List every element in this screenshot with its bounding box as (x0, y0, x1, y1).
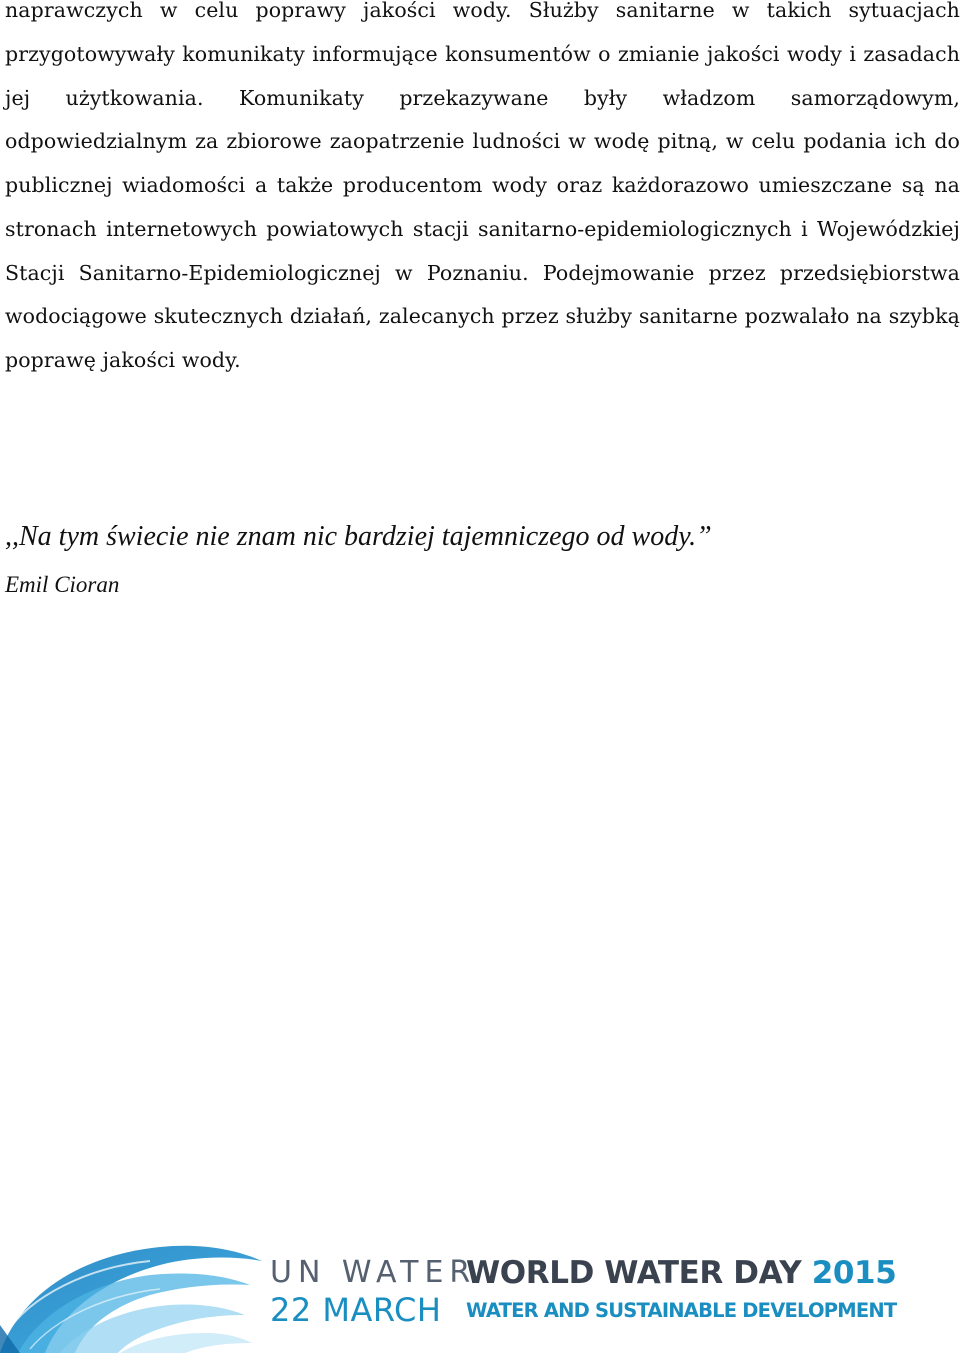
event-date: 22 MARCH (270, 1291, 442, 1329)
body-paragraph: naprawczych w celu poprawy jakości wody. Służby sanitarne w takich sytuacjach przygotowywały komunikaty informujące konsumentów o zmianie jakości wody i zasadach jej użytkowania. Komunikaty przekazywane były władzom samorządowym, odpowiedzialnym za zbiorowe zaopatrzenie ludności w wodę pitną, w celu podania ich do publicznej wiadomości a także producentom wody oraz każdorazowo umieszczane są na stronach internetowych powiatowych stacji sanitarno-epidemiologicznych i Wojewódzkiej Stacji Sanitarno-Epidemiologicznej w Poznaniu. Podejmowanie przez przedsiębiorstwa wodociągowe skutecznych działań, zalecanych przez służby sanitarne pozwalało na szybką poprawę jakości wody. (5, 0, 960, 372)
quote-text: ,,Na tym świecie nie znam nic bardziej tajemniczego od wody.” (5, 521, 712, 552)
un-water-label: UN WATER (270, 1255, 477, 1290)
event-theme: WATER AND SUSTAINABLE DEVELOPMENT (466, 1299, 897, 1322)
quote-author: Emil Cioran (5, 572, 120, 597)
event-title (466, 1255, 896, 1291)
event-name: WORLD WATER DAY (466, 1255, 802, 1291)
event-year: 2015 (811, 1255, 897, 1291)
globe-swirl-icon (0, 1225, 270, 1353)
world-water-day-banner (0, 1225, 960, 1353)
